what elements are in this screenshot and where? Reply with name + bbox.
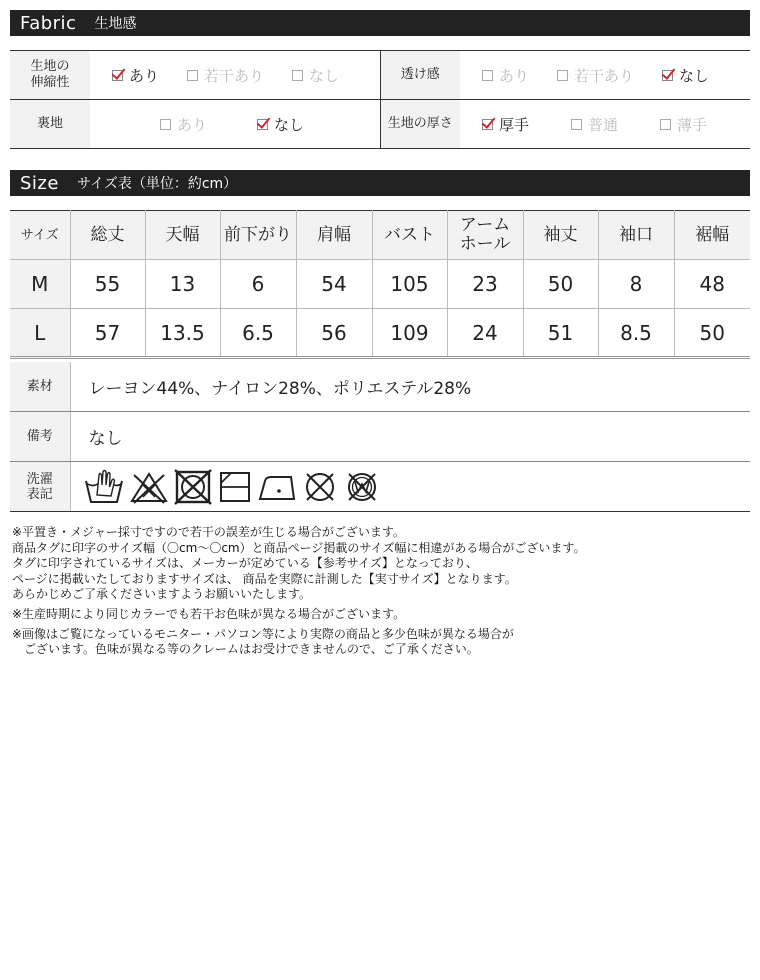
option-unchecked: 普通 (571, 114, 618, 135)
no-wet-clean-icon (343, 469, 381, 505)
fabric-table (10, 50, 750, 149)
note-line: ※平置き・メジャー採寸ですので若干の誤差が生じる場合がございます。 (12, 525, 405, 539)
option-checked: 厚手 (482, 114, 529, 135)
option-unchecked: 若干あり (557, 65, 634, 86)
table-cell: 56 (296, 309, 372, 358)
option-unchecked: なし (292, 65, 339, 86)
table-cell: 109 (372, 309, 447, 358)
table-row (10, 309, 750, 358)
table-cell: 105 (372, 260, 447, 309)
note-line: ページに掲載いたしておりますサイズは、 商品を実際に計測した【実寸サイズ】となります。 (12, 571, 517, 586)
fabric-header-bar (10, 10, 750, 36)
size-title: Size (20, 172, 59, 194)
fabric-row (10, 51, 750, 100)
fabric-subtitle: 生地感 (94, 16, 137, 32)
remarks-label: 備考 (10, 412, 70, 462)
table-cell: 6 (220, 260, 296, 309)
checkbox-checked-icon (662, 70, 673, 81)
care-label: 洗濯 表記 (10, 462, 70, 512)
table-cell: 57 (70, 309, 145, 358)
note-line: ※画像はご覧になっているモニター・パソコン等により実際の商品と多少色味が異なる場合が (12, 626, 514, 641)
table-cell: 8.5 (598, 309, 674, 358)
size-name: L (10, 309, 70, 358)
line-dry-shade-icon (217, 469, 253, 505)
material-value: レーヨン44%、ナイロン28%、ポリエステル28% (70, 362, 750, 412)
hand-wash-icon (83, 469, 125, 505)
no-dry-clean-icon (301, 469, 339, 505)
note-line: タグに印字されているサイズは、メーカーが定めている【参考サイズ】となっており、 (12, 556, 478, 571)
table-cell: 55 (70, 260, 145, 309)
stretch-options (90, 51, 380, 100)
iron-low-icon (257, 469, 297, 505)
size-header-bar (10, 170, 750, 196)
checkbox-empty-icon (292, 70, 303, 81)
size-subtitle: サイズ表（単位：約cm） (76, 176, 238, 192)
material-row (10, 362, 750, 412)
table-cell: 13.5 (145, 309, 220, 358)
table-cell: 24 (447, 309, 523, 358)
remarks-value: なし (70, 412, 750, 462)
checkbox-empty-icon (187, 70, 198, 81)
table-cell: 23 (447, 260, 523, 309)
size-name: M (10, 260, 70, 309)
checkbox-checked-icon (257, 119, 268, 130)
option-checked: あり (112, 65, 159, 86)
checkbox-empty-icon (571, 119, 582, 130)
note-line: ※生産時期により同じカラーでも若干お色味が異なる場合がございます。 (12, 606, 406, 621)
checkbox-empty-icon (482, 70, 493, 81)
care-row (10, 462, 750, 512)
column-header: 袖口 (598, 211, 674, 260)
no-bleach-icon (129, 469, 169, 505)
notes (12, 525, 585, 658)
checkbox-empty-icon (660, 119, 671, 130)
transparency-options (460, 51, 750, 100)
thickness-label: 生地の厚さ (380, 100, 460, 149)
note-line: あらかじめご了承くださいますようお願いいたします。 (12, 587, 312, 602)
column-header: 袖丈 (523, 211, 598, 260)
size-table (10, 210, 750, 359)
table-cell: 8 (598, 260, 674, 309)
lining-label: 裏地 (10, 100, 90, 149)
remarks-row (10, 412, 750, 462)
option-unchecked: 薄手 (660, 114, 707, 135)
checkbox-checked-icon (112, 70, 123, 81)
column-header: バスト (372, 211, 447, 260)
thickness-options (460, 100, 750, 149)
care-symbols (70, 462, 750, 512)
table-cell: 54 (296, 260, 372, 309)
fabric-title: Fabric (20, 12, 77, 34)
info-table (10, 362, 750, 512)
option-unchecked: あり (160, 114, 207, 135)
table-cell: 13 (145, 260, 220, 309)
table-cell: 6.5 (220, 309, 296, 358)
no-tumble-dry-icon (173, 469, 213, 505)
table-cell: 51 (523, 309, 598, 358)
column-header: 総丈 (70, 211, 145, 260)
option-checked: なし (662, 65, 709, 86)
column-header: 天幅 (145, 211, 220, 260)
column-header: アーム ホール (447, 211, 523, 260)
checkbox-checked-icon (482, 119, 493, 130)
lining-options (90, 100, 380, 149)
option-checked: なし (257, 114, 304, 135)
table-cell: 50 (674, 309, 750, 358)
note-line: ございます。色味が異なる等のクレームはお受けできませんので、ご了承ください。 (24, 642, 479, 657)
fabric-row (10, 100, 750, 149)
table-row (10, 260, 750, 309)
size-corner-label: サイズ (10, 211, 70, 260)
material-label: 素材 (10, 362, 70, 412)
size-header-row (10, 211, 750, 260)
table-cell: 48 (674, 260, 750, 309)
option-unchecked: 若干あり (187, 65, 264, 86)
stretch-label: 生地の 伸縮性 (10, 51, 90, 100)
column-header: 裾幅 (674, 211, 750, 260)
column-header: 前下がり (220, 211, 296, 260)
table-cell: 50 (523, 260, 598, 309)
option-unchecked: あり (482, 65, 529, 86)
checkbox-empty-icon (160, 119, 171, 130)
transparency-label: 透け感 (380, 51, 460, 100)
checkbox-empty-icon (557, 70, 568, 81)
note-line: 商品タグに印字のサイズ幅（〇cm〜〇cm）と商品ページ掲載のサイズ幅に相違がある場合がございます。 (12, 540, 586, 555)
column-header: 肩幅 (296, 211, 372, 260)
